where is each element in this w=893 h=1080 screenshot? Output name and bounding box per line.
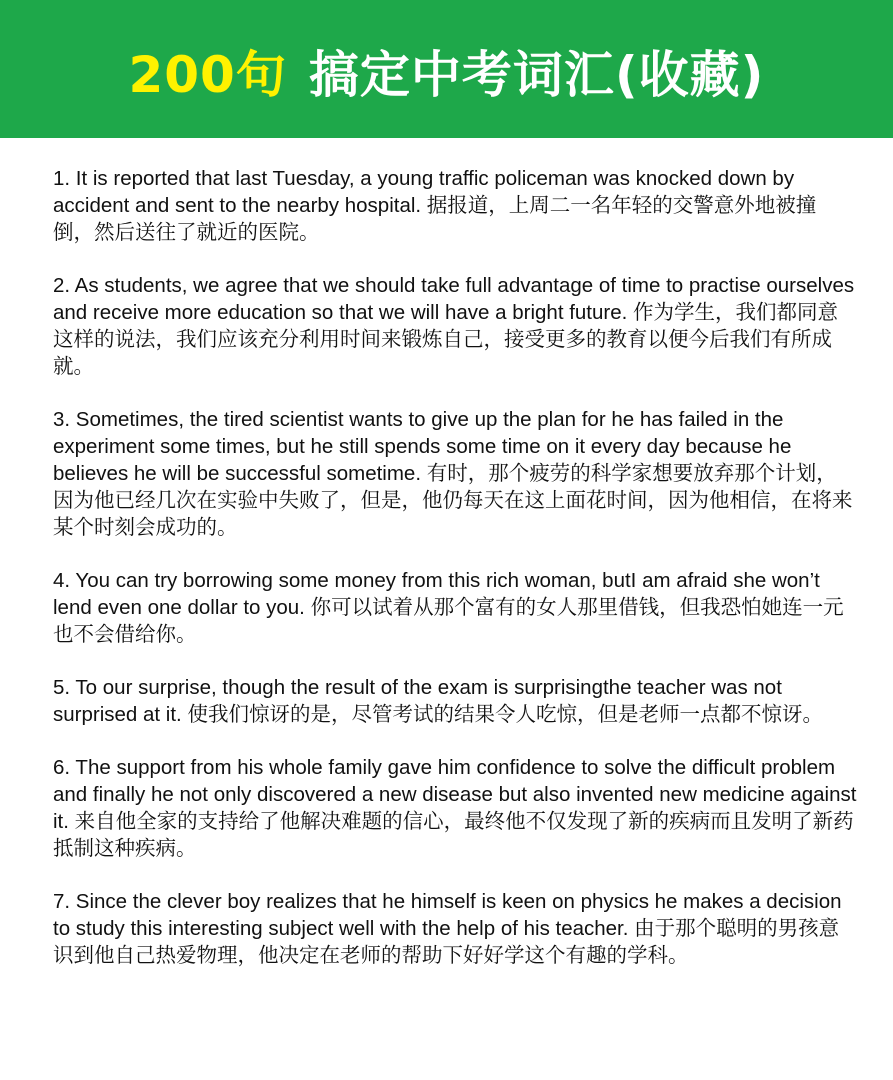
sentence-6: 6. The support from his whole family gave him confidence to solve the difficult problem and finally he not only discovered a new disease but also invented new medicine against it. 来自他全家的支持给了他解决难题的信心，最终他不仅发现了新的疾病而且发明了新药抵制这种疾病。	[53, 756, 857, 860]
sentence-1: 1. It is reported that last Tuesday, a young traffic policeman was knocked down by accident and sent to the nearby hospital. 据报道，上周二一名年轻的交警意外地被撞倒，然后送往了就近的医院。	[53, 167, 817, 244]
sentence-7: 7. Since the clever boy realizes that he himself is keen on physics he makes a decision to study this interesting subject well with the help of his teacher. 由于那个聪明的男孩意识到他自己热爱物理，他决定在老师的帮助下好好学这个有趣的学科。	[53, 890, 842, 967]
sentence-5: 5. To our surprise, though the result of the exam is surprisingthe teacher was not surprised at it. 使我们惊讶的是，尽管考试的结果令人吃惊，但是老师一点都不惊讶。	[53, 676, 823, 726]
title-text: 搞定中考词汇(收藏)	[308, 46, 765, 104]
sentence-2: 2. As students, we agree that we should take full advantage of time to practise ourselves and receive more education so that we will have a bright future. 作为学生，我们都同意这样的说法，我们应该充分利用时间来锻炼自己，接受更多的教育以便今后我们有所成就。	[53, 274, 855, 378]
sentence-list	[0, 138, 893, 969]
sentence-3: 3. Sometimes, the tired scientist wants to give up the plan for he has failed in the experiment some times, but he still spends some time on it every day because he believes he will be successful sometime. 有时，那个疲劳的科学家想要放弃那个计划，因为他已经几次在实验中失败了，但是，他仍每天在这上面花时间，因为他相信，在将来某个时刻会成功的。	[53, 408, 853, 539]
title-number: 200句	[128, 46, 287, 104]
sentence-4: 4. You can try borrowing some money from this rich woman, butI am afraid she won’t lend even one dollar to you. 你可以试着从那个富有的女人那里借钱，但我恐怕她连一元也不会借给你。	[53, 569, 844, 646]
header-banner	[0, 0, 893, 138]
page-title	[128, 35, 764, 107]
